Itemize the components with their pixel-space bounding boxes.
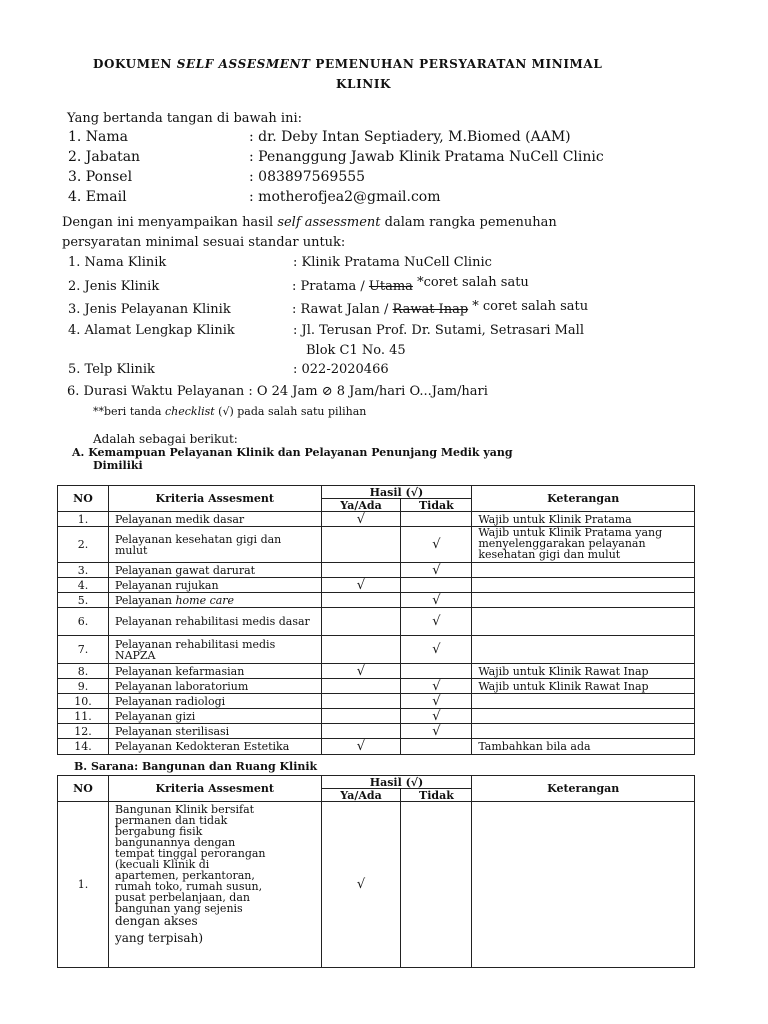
signer-ponsel-label: 3. Ponsel bbox=[68, 169, 133, 185]
row-no: 11. bbox=[58, 709, 109, 724]
section-b-title: B. Sarana: Bangunan dan Ruang Klinik bbox=[74, 760, 318, 773]
row-tidak bbox=[401, 578, 472, 593]
clinic-pelayanan-note: * coret salah satu bbox=[468, 299, 589, 314]
col-no-header: NO bbox=[58, 776, 109, 802]
section-a-table bbox=[57, 485, 695, 755]
statement-post: dalam rangka pemenuhan bbox=[380, 215, 557, 230]
row-no: 4. bbox=[58, 578, 109, 593]
table-row bbox=[58, 608, 695, 636]
signer-name-value: : dr. Deby Intan Septiadery, M.Biomed (AAM) bbox=[249, 129, 571, 145]
row-ya: √ bbox=[321, 578, 401, 593]
row-tidak: √ bbox=[401, 527, 472, 563]
clinic-pelayanan-a: : Rawat Jalan / bbox=[292, 302, 393, 317]
row-kriteria bbox=[108, 802, 321, 968]
row-ya: √ bbox=[321, 664, 401, 679]
kriteria-line: bangunan yang sejenis bbox=[114, 902, 243, 915]
clinic-jenis-a: : Pratama / bbox=[292, 279, 369, 294]
row-tidak bbox=[401, 664, 472, 679]
row-ya bbox=[321, 636, 401, 664]
col-ya-header: Ya/Ada bbox=[321, 789, 401, 802]
row-tidak: √ bbox=[401, 593, 472, 608]
row-no: 1. bbox=[58, 802, 109, 968]
clinic-pelayanan-strike: Rawat Inap bbox=[392, 302, 469, 317]
row-no: 2. bbox=[58, 527, 109, 563]
table-row bbox=[58, 709, 695, 724]
row-no: 1. bbox=[58, 512, 109, 527]
col-hasil-header: Hasil (√) bbox=[321, 486, 472, 499]
row-tidak: √ bbox=[401, 694, 472, 709]
table-row bbox=[58, 694, 695, 709]
table-row bbox=[58, 802, 695, 968]
kriteria-line: dengan akses bbox=[114, 914, 198, 928]
col-tidak-header: Tidak bbox=[401, 499, 472, 512]
clinic-alamat-value: : Jl. Terusan Prof. Dr. Sutami, Setrasari Mall bbox=[293, 323, 584, 338]
row-keterangan bbox=[472, 563, 695, 578]
row-keterangan bbox=[472, 593, 695, 608]
row-ya bbox=[321, 724, 401, 739]
clinic-alamat-value2: Blok C1 No. 45 bbox=[306, 343, 406, 358]
row-tidak bbox=[401, 739, 472, 755]
kriteria-line: pusat perbelanjaan, dan bbox=[114, 891, 250, 904]
row-no: 8. bbox=[58, 664, 109, 679]
row-no: 6. bbox=[58, 608, 109, 636]
statement-em: self assessment bbox=[277, 215, 381, 230]
adalah-text: Adalah sebagai berikut: bbox=[93, 432, 238, 446]
row-ya: √ bbox=[321, 739, 401, 755]
section-a-title: A. Kemampuan Pelayanan Klinik dan Pelayanan Penunjang Medik yang bbox=[72, 446, 513, 459]
statement-line2: persyaratan minimal sesuai standar untuk: bbox=[62, 235, 346, 250]
kriteria-line: rumah toko, rumah susun, bbox=[114, 880, 263, 893]
row-kriteria: Pelayanan gizi bbox=[108, 709, 321, 724]
row-ya bbox=[321, 694, 401, 709]
clinic-nama-label: 1. Nama Klinik bbox=[68, 255, 167, 270]
row-tidak: √ bbox=[401, 563, 472, 578]
statement-pre: Dengan ini menyampaikan hasil bbox=[62, 215, 278, 230]
row-kriteria: Pelayanan medik dasar bbox=[108, 512, 321, 527]
row-ya bbox=[321, 709, 401, 724]
checklist-note bbox=[93, 405, 366, 418]
kriteria-line: permanen dan tidak bbox=[114, 814, 228, 827]
col-tidak-header: Tidak bbox=[401, 789, 472, 802]
row-tidak: √ bbox=[401, 679, 472, 694]
kriteria-line: tempat tinggal perorangan bbox=[114, 847, 266, 860]
row-no: 7. bbox=[58, 636, 109, 664]
row-kriteria: Pelayanan radiologi bbox=[108, 694, 321, 709]
row-kriteria: Pelayanan laboratorium bbox=[108, 679, 321, 694]
row-kriteria: Pelayanan home care bbox=[108, 593, 321, 608]
col-kriteria-header: Kriteria Assesment bbox=[108, 486, 321, 512]
col-hasil-header: Hasil (√) bbox=[321, 776, 472, 789]
intro-text: Yang bertanda tangan di bawah ini: bbox=[67, 111, 302, 126]
kriteria-line: apartemen, perkantoran, bbox=[114, 869, 255, 882]
col-keterangan-header: Keterangan bbox=[472, 776, 695, 802]
col-no-header: NO bbox=[58, 486, 109, 512]
clinic-jenis-value bbox=[292, 275, 529, 294]
document-title bbox=[93, 57, 602, 71]
signer-ponsel-value: : 083897569555 bbox=[249, 169, 366, 185]
document-title-line2: KLINIK bbox=[336, 77, 392, 91]
row-tidak: √ bbox=[401, 636, 472, 664]
row-keterangan: Wajib untuk Klinik Pratama bbox=[472, 512, 695, 527]
row-keterangan bbox=[472, 636, 695, 664]
row-ya bbox=[321, 679, 401, 694]
row-no: 10. bbox=[58, 694, 109, 709]
table-row bbox=[58, 636, 695, 664]
kriteria-line: bergabung fisik bbox=[114, 825, 203, 838]
row-no: 5. bbox=[58, 593, 109, 608]
row-kriteria: Pelayanan gawat darurat bbox=[108, 563, 321, 578]
row-tidak: √ bbox=[401, 709, 472, 724]
clinic-pelayanan-label: 3. Jenis Pelayanan Klinik bbox=[68, 302, 231, 317]
kriteria-line: (kecuali Klinik di bbox=[114, 858, 210, 871]
row-keterangan: Wajib untuk Klinik Rawat Inap bbox=[472, 679, 695, 694]
signer-email-value: : motherofjea2@gmail.com bbox=[249, 189, 441, 205]
row-keterangan bbox=[472, 724, 695, 739]
row-no: 9. bbox=[58, 679, 109, 694]
signer-email-label: 4. Email bbox=[68, 189, 127, 205]
col-keterangan-header: Keterangan bbox=[472, 486, 695, 512]
row-no: 3. bbox=[58, 563, 109, 578]
section-b-table bbox=[57, 775, 695, 968]
col-kriteria-header: Kriteria Assesment bbox=[108, 776, 321, 802]
row-kriteria: Pelayanan rehabilitasi medis dasar bbox=[108, 608, 321, 636]
row-keterangan bbox=[472, 694, 695, 709]
clinic-jenis-label: 2. Jenis Klinik bbox=[68, 279, 160, 294]
clinic-jenis-strike: Utama bbox=[368, 279, 413, 294]
section-a-title2: Dimiliki bbox=[93, 459, 143, 472]
table-row bbox=[58, 578, 695, 593]
row-ya bbox=[321, 593, 401, 608]
kriteria-line: Bangunan Klinik bersifat bbox=[114, 803, 255, 816]
kriteria-line: bangunannya dengan bbox=[114, 836, 236, 849]
table-row bbox=[58, 512, 695, 527]
row-no: 14. bbox=[58, 739, 109, 755]
row-keterangan: Wajib untuk Klinik Pratama yang menyelenggarakan pelayanan kesehatan gigi dan mulut bbox=[472, 527, 695, 563]
col-ya-header: Ya/Ada bbox=[321, 499, 401, 512]
statement-line1 bbox=[62, 215, 557, 230]
kriteria-line: yang terpisah) bbox=[114, 931, 203, 945]
row-keterangan bbox=[472, 709, 695, 724]
row-kriteria: Pelayanan kesehatan gigi dan mulut bbox=[108, 527, 321, 563]
title-part3: PEMENUHAN PERSYARATAN MINIMAL bbox=[310, 57, 603, 71]
row-ya: √ bbox=[321, 512, 401, 527]
row-keterangan bbox=[472, 608, 695, 636]
row-ya bbox=[321, 608, 401, 636]
row-no: 12. bbox=[58, 724, 109, 739]
title-part1: DOKUMEN bbox=[93, 57, 177, 71]
checklist-em: checklist bbox=[164, 405, 215, 418]
clinic-jenis-note: *coret salah satu bbox=[412, 275, 529, 290]
row-keterangan: Tambahkan bila ada bbox=[472, 739, 695, 755]
row-keterangan: Wajib untuk Klinik Rawat Inap bbox=[472, 664, 695, 679]
table-row bbox=[58, 527, 695, 563]
row-tidak: √ bbox=[401, 608, 472, 636]
table-row bbox=[58, 724, 695, 739]
row-keterangan bbox=[472, 578, 695, 593]
table-row bbox=[58, 563, 695, 578]
signer-jabatan-label: 2. Jabatan bbox=[68, 149, 141, 165]
table-row bbox=[58, 679, 695, 694]
clinic-alamat-label: 4. Alamat Lengkap Klinik bbox=[68, 323, 235, 338]
row-kriteria: Pelayanan sterilisasi bbox=[108, 724, 321, 739]
signer-jabatan-value: : Penanggung Jawab Klinik Pratama NuCell Clinic bbox=[249, 149, 604, 165]
row-kriteria: Pelayanan rehabilitasi medis NAPZA bbox=[108, 636, 321, 664]
row-kriteria: Pelayanan rujukan bbox=[108, 578, 321, 593]
table-row bbox=[58, 593, 695, 608]
row-keterangan bbox=[472, 802, 695, 968]
clinic-telp-label: 5. Telp Klinik bbox=[68, 362, 155, 377]
row-kriteria: Pelayanan Kedokteran Estetika bbox=[108, 739, 321, 755]
clinic-telp-value: : 022-2020466 bbox=[293, 362, 389, 377]
row-ya bbox=[321, 563, 401, 578]
row-tidak bbox=[401, 512, 472, 527]
clinic-durasi: 6. Durasi Waktu Pelayanan : O 24 Jam ⊘ 8 Jam/hari O...Jam/hari bbox=[67, 384, 488, 399]
row-tidak bbox=[401, 802, 472, 968]
signer-name-label: 1. Nama bbox=[68, 129, 129, 145]
table-row bbox=[58, 739, 695, 755]
row-tidak: √ bbox=[401, 724, 472, 739]
row-ya bbox=[321, 527, 401, 563]
clinic-nama-value: : Klinik Pratama NuCell Clinic bbox=[293, 255, 492, 270]
clinic-pelayanan-value bbox=[292, 299, 589, 317]
checklist-pre: **beri tanda bbox=[93, 405, 165, 418]
row-kriteria: Pelayanan kefarmasian bbox=[108, 664, 321, 679]
row-ya: √ bbox=[321, 802, 401, 968]
title-part2: SELF ASSESMENT bbox=[176, 57, 311, 71]
checklist-post: (√) pada salah satu pilihan bbox=[214, 405, 367, 418]
table-row bbox=[58, 664, 695, 679]
